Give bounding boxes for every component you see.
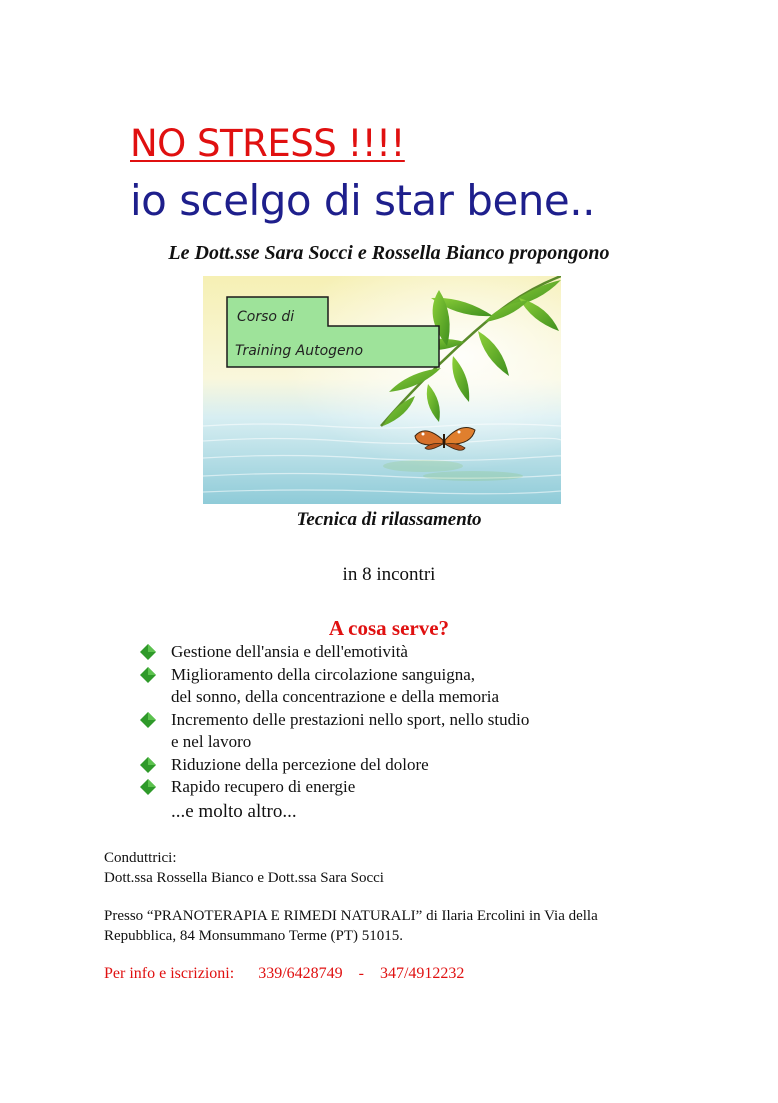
green-diamond-bullet-icon xyxy=(140,712,156,728)
leaders-label: Conduttrici: xyxy=(104,850,177,866)
list-item-text: e nel lavoro xyxy=(171,732,252,751)
leaders-names: Dott.ssa Rossella Bianco e Dott.ssa Sara Socci xyxy=(104,870,384,886)
list-item xyxy=(140,664,529,709)
list-item xyxy=(140,709,529,754)
course-label-line2: Training Autogeno xyxy=(235,343,364,359)
headline: NO STRESS !!!! xyxy=(130,122,405,165)
green-diamond-bullet-icon xyxy=(140,644,156,660)
green-diamond-bullet-icon xyxy=(140,757,156,773)
more-text: ...e molto altro... xyxy=(171,801,297,822)
list-item-text: Incremento delle prestazioni nello sport, nello studio xyxy=(171,709,530,729)
list-item xyxy=(140,776,529,799)
list-item-text: Miglioramento della circolazione sanguigna, xyxy=(171,664,476,684)
contact-label: Per info e iscrizioni: xyxy=(104,965,235,982)
list-item xyxy=(140,641,529,664)
technique-title: Tecnica di rilassamento xyxy=(296,509,482,530)
venue-line1: Presso “PRANOTERAPIA E RIMEDI NATURALI” di Ilaria Ercolini in Via della xyxy=(104,908,598,924)
course-label-line1: Corso di xyxy=(237,309,295,325)
sessions-count: in 8 incontri xyxy=(342,564,436,585)
presenters-line: Le Dott.sse Sara Socci e Rossella Bianco propongono xyxy=(168,242,610,264)
phone-1: 339/6428749 xyxy=(258,965,343,982)
phone-2: 347/4912232 xyxy=(379,965,465,982)
green-diamond-bullet-icon xyxy=(140,779,156,795)
list-item-text: Gestione dell'ansia e dell'emotività xyxy=(171,642,408,661)
benefits-title: A cosa serve? xyxy=(328,616,450,640)
list-item-text: Riduzione della percezione del dolore xyxy=(171,754,429,774)
venue-line2: Repubblica, 84 Monsummano Terme (PT) 51015. xyxy=(104,928,404,944)
list-item-text: Rapido recupero di energie xyxy=(171,777,356,796)
phone-separator: - xyxy=(358,965,364,982)
tagline: io scelgo di star bene.. xyxy=(130,176,595,225)
contact-line xyxy=(104,965,464,983)
list-item xyxy=(140,754,529,777)
list-item-text: del sonno, della concentrazione e della memoria xyxy=(171,687,500,706)
benefits-list xyxy=(140,641,529,799)
green-diamond-bullet-icon xyxy=(140,667,156,683)
